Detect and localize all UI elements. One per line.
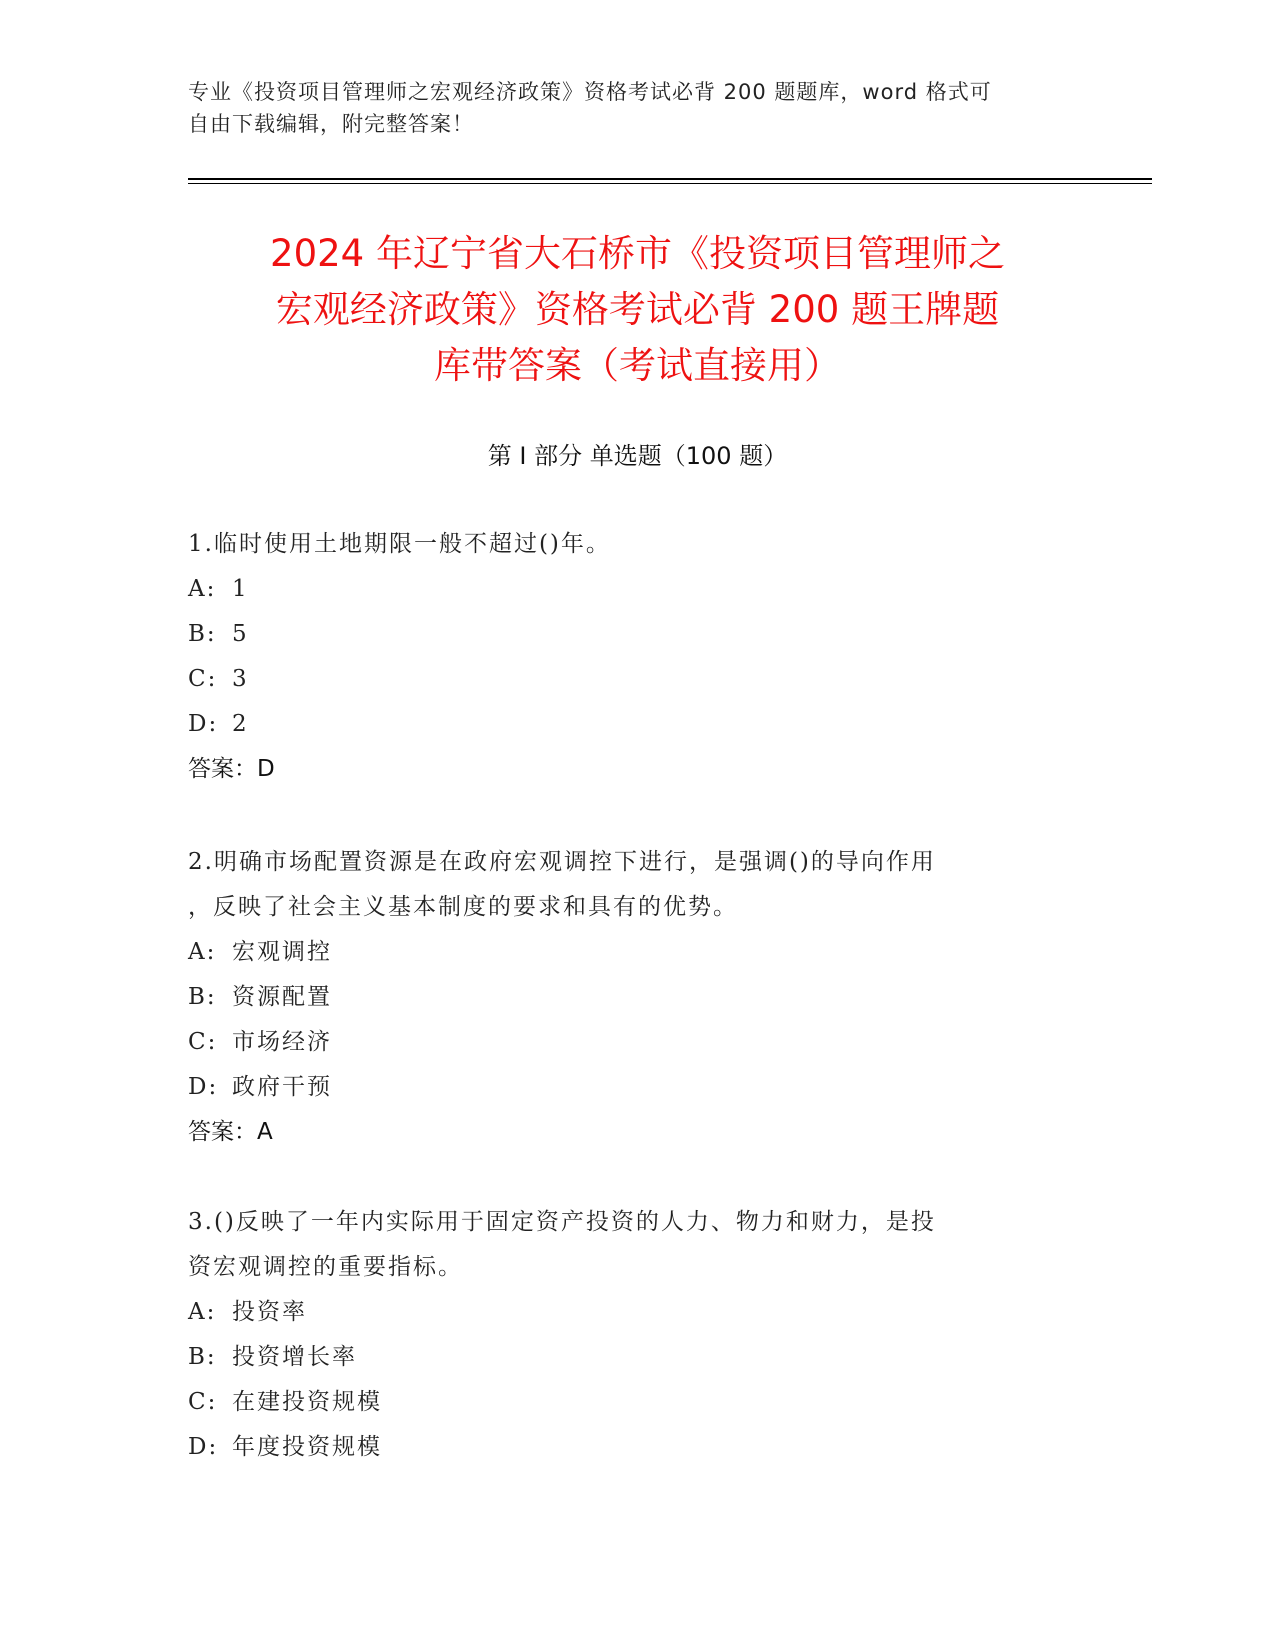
option-d — [188, 1425, 1068, 1470]
option-text: 年度投资规模 — [232, 1434, 382, 1460]
answer: 答案：D — [188, 756, 275, 782]
option-letter: A: — [188, 576, 217, 602]
title-line: 2024 年辽宁省大石桥市《投资项目管理师之 — [270, 232, 1005, 275]
section-title: 第 I 部分 单选题（100 题） — [487, 442, 788, 470]
option-letter: D: — [188, 711, 219, 737]
option-text: 2 — [232, 711, 249, 737]
option-text: 政府干预 — [232, 1074, 332, 1100]
option-text: 资源配置 — [232, 984, 332, 1010]
option-letter: C: — [188, 1029, 218, 1055]
option-b — [188, 975, 1068, 1020]
question-3 — [188, 1200, 1068, 1470]
header-divider — [188, 178, 1152, 180]
question-text: 1.临时使用土地期限一般不超过()年。 — [188, 531, 611, 557]
option-b — [188, 1335, 1068, 1380]
question-text: 资宏观调控的重要指标。 — [188, 1254, 463, 1280]
option-text: 在建投资规模 — [232, 1389, 382, 1415]
title-line: 库带答案（考试直接用） — [434, 344, 841, 387]
option-text: 投资增长率 — [232, 1344, 357, 1370]
answer: 答案：A — [188, 1119, 273, 1145]
document-title — [150, 226, 1125, 394]
header-note-line: 自由下载编辑，附完整答案！ — [188, 112, 474, 136]
question-text: 2.明确市场配置资源是在政府宏观调控下进行，是强调()的导向作用 — [188, 849, 936, 875]
option-letter: C: — [188, 1389, 218, 1415]
option-letter: B: — [188, 984, 217, 1010]
header-note-line: 专业《投资项目管理师之宏观经济政策》资格考试必背 200 题题库，word 格式可 — [188, 80, 992, 104]
option-text: 宏观调控 — [232, 939, 332, 965]
option-letter: D: — [188, 1434, 219, 1460]
question-text: 3.()反映了一年内实际用于固定资产投资的人力、物力和财力，是投 — [188, 1209, 936, 1235]
option-a — [188, 567, 1068, 612]
option-c — [188, 1380, 1068, 1425]
option-d — [188, 702, 1068, 747]
option-d — [188, 1065, 1068, 1110]
option-a — [188, 930, 1068, 975]
option-text: 1 — [232, 576, 249, 602]
option-letter: B: — [188, 621, 217, 647]
option-letter: A: — [188, 1299, 217, 1325]
question-1 — [188, 522, 1068, 792]
option-letter: D: — [188, 1074, 219, 1100]
option-letter: C: — [188, 666, 218, 692]
option-b — [188, 612, 1068, 657]
option-text: 市场经济 — [232, 1029, 332, 1055]
option-c — [188, 657, 1068, 702]
header-note — [188, 76, 1068, 140]
question-2 — [188, 840, 1068, 1155]
option-letter: A: — [188, 939, 217, 965]
header-divider-thin — [188, 183, 1152, 184]
option-text: 3 — [232, 666, 249, 692]
option-a — [188, 1290, 1068, 1335]
option-text: 投资率 — [232, 1299, 307, 1325]
option-c — [188, 1020, 1068, 1065]
option-text: 5 — [232, 621, 249, 647]
option-letter: B: — [188, 1344, 217, 1370]
question-text: ，反映了社会主义基本制度的要求和具有的优势。 — [188, 894, 738, 920]
title-line: 宏观经济政策》资格考试必背 200 题王牌题 — [275, 288, 1000, 331]
